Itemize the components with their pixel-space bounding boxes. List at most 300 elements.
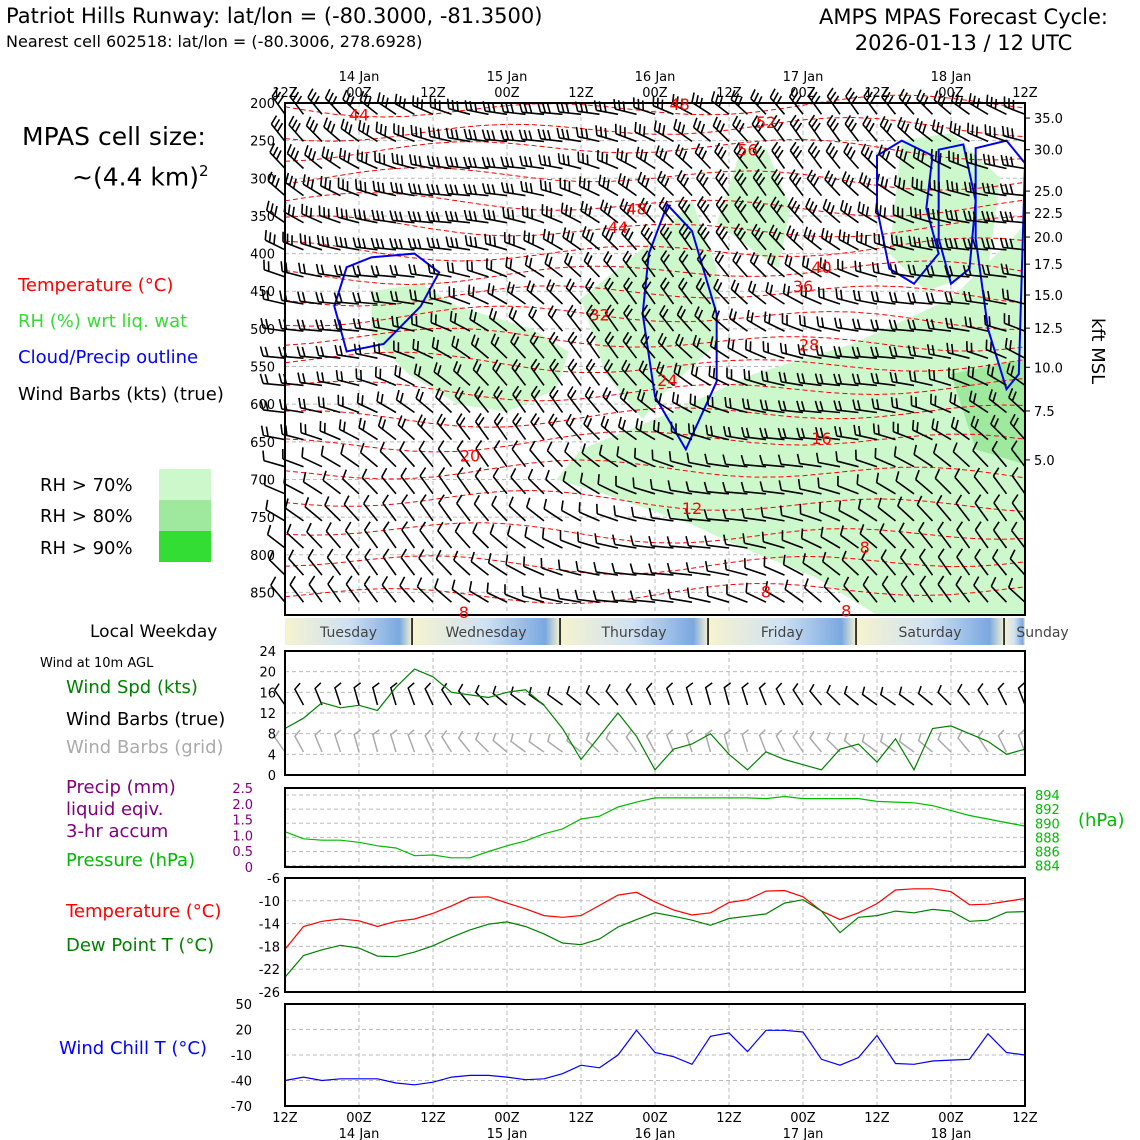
- wind-tick-label: 8: [267, 727, 276, 743]
- wind-barb: [436, 550, 451, 575]
- wind-barb: [805, 579, 822, 603]
- wind-barb: [715, 143, 729, 169]
- true-wind-barb: [810, 684, 822, 705]
- dewpoint-label: Dew Point T (°C): [66, 935, 215, 956]
- wind-barb: [452, 580, 470, 603]
- wind-barb: [287, 144, 303, 168]
- wind-barb: [616, 124, 637, 142]
- wind-barb: [766, 282, 784, 304]
- wind-barb: [321, 176, 341, 196]
- true-wind-barb: [425, 683, 433, 705]
- grid-wind-barb: [567, 733, 581, 752]
- wind-barb: [899, 89, 914, 114]
- true-wind-barb: [408, 683, 414, 705]
- pressure-tick-label: 300: [250, 172, 275, 188]
- wind-tick-label: 0: [267, 769, 276, 784]
- legend-cloud: Cloud/Precip outline: [18, 347, 199, 368]
- wind-barb: [402, 495, 415, 521]
- wind-barb: [449, 286, 470, 304]
- wind-barb: [747, 310, 766, 331]
- grid-wind-barb: [760, 730, 767, 752]
- true-wind-barb: [724, 683, 730, 705]
- bottom-time-tick-label: 00Z: [346, 1111, 372, 1126]
- wind-barb: [584, 252, 599, 277]
- wind-barb: [322, 446, 341, 467]
- bottom-time-tick-label: 12Z: [1012, 1111, 1038, 1126]
- pressure-unit-label: (hPa): [1078, 810, 1125, 831]
- bottom-time-tick-label: 00Z: [938, 1111, 964, 1126]
- temperature-tick-label: -18: [258, 940, 280, 956]
- wind-barb: [376, 122, 396, 142]
- wind-barb: [713, 117, 729, 141]
- true-wind-barb: [626, 684, 636, 706]
- windchill-tick-label: -40: [230, 1074, 252, 1090]
- wind-barb: [676, 144, 692, 168]
- precip-tick-label: 2.0: [232, 797, 253, 813]
- temperature-contour-label: 48: [669, 94, 690, 114]
- legend-rh: RH (%) wrt liq. wat: [18, 311, 188, 332]
- legend-barbs: Wind Barbs (kts) (true): [18, 384, 224, 405]
- windchill-tick-label: 50: [235, 998, 252, 1013]
- wind-barb: [638, 172, 655, 196]
- wind-barb: [289, 116, 304, 141]
- wind-barb: [730, 309, 748, 332]
- wind-barb: [401, 468, 414, 494]
- temperature-tick-label: -22: [258, 963, 280, 979]
- wind-tick-label: 24: [259, 645, 276, 660]
- wind-barb: [524, 231, 544, 250]
- wind-barb: [338, 395, 359, 413]
- grid-wind-barb: [275, 731, 285, 752]
- bottom-date-label: 15 Jan: [486, 1127, 528, 1140]
- bottom-time-tick-label: 12Z: [420, 1111, 446, 1126]
- wind-barb: [547, 442, 562, 467]
- precip-tick-label: 1.0: [232, 829, 253, 845]
- true-wind-barb: [647, 683, 655, 705]
- top-time-tick-label: 12Z: [864, 86, 890, 101]
- top-time-tick-label: 00Z: [938, 86, 964, 101]
- wind-barb: [382, 576, 396, 602]
- kft-tick-label: 22.5: [1034, 206, 1063, 222]
- wind-barb: [301, 423, 322, 440]
- wind-barb: [287, 524, 303, 548]
- true-wind-barb: [442, 683, 452, 705]
- top-date-label: 18 Jan: [930, 70, 972, 85]
- temperature-contour-label: 20: [459, 446, 481, 466]
- temperature-contour-label: 40: [811, 258, 832, 278]
- wind-barb: [372, 238, 397, 250]
- true-wind-barb: [827, 685, 840, 705]
- precip-label-1: Precip (mm): [66, 777, 176, 798]
- true-wind-barb: [335, 683, 341, 705]
- wind-barb: [692, 364, 711, 385]
- true-wind-barb: [275, 684, 285, 705]
- wind-barb: [376, 367, 396, 386]
- wind-barb: [841, 200, 859, 223]
- wind-barb: [617, 148, 637, 168]
- wind-barb: [785, 580, 803, 603]
- wind-barb: [543, 528, 563, 548]
- pressure-tick-label: 350: [250, 209, 275, 225]
- wind-barb: [457, 468, 470, 494]
- precip-label-3: 3-hr accum: [66, 821, 169, 842]
- wind-tick-label: 12: [259, 707, 276, 722]
- top-time-tick-label: 00Z: [494, 86, 520, 101]
- wind-barb: [268, 525, 285, 548]
- wind-barb: [365, 549, 378, 575]
- wind-barb: [709, 366, 729, 386]
- wind-barb: [715, 251, 729, 277]
- grid-wind-barb: [476, 732, 489, 752]
- bottom-date-label: 17 Jan: [782, 1127, 824, 1140]
- pressure-tick-label: 500: [250, 322, 275, 338]
- wind-barb: [511, 468, 526, 493]
- wind-barb: [343, 470, 359, 494]
- forecast-cycle-line1: AMPS MPAS Forecast Cycle:: [819, 5, 1108, 29]
- wind-barb: [861, 144, 877, 169]
- bottom-time-tick-label: 12Z: [568, 1111, 594, 1126]
- wind-barb: [845, 115, 858, 141]
- wind-barb: [365, 522, 378, 548]
- wind-barb: [568, 305, 581, 331]
- wind-barb: [839, 230, 858, 250]
- weekday-label: Saturday: [898, 625, 962, 641]
- wind-tick-label: 16: [259, 686, 276, 702]
- wind-barb: [464, 129, 488, 142]
- wind-barb: [526, 255, 545, 277]
- wind-barb: [346, 549, 359, 575]
- wind-barb: [506, 555, 525, 575]
- wind-barb: [787, 226, 803, 250]
- wind-barb: [327, 549, 340, 575]
- wind-barb: [547, 280, 563, 305]
- temperature-tick-label: -6: [267, 872, 280, 887]
- true-wind-barb: [606, 684, 618, 705]
- wind-barb: [383, 549, 396, 575]
- wind-barb: [872, 291, 896, 304]
- wind-barb: [428, 156, 452, 169]
- wind-barb: [542, 204, 562, 223]
- grid-wind-barb: [687, 730, 693, 752]
- top-time-tick-label: 12Z: [1012, 86, 1038, 101]
- wind-barb: [420, 468, 433, 494]
- wind-barb: [390, 211, 414, 223]
- wind-barb: [804, 227, 821, 250]
- cell-size-sup: 2: [199, 162, 209, 180]
- kft-axis-label: kft MSL: [1087, 318, 1108, 385]
- grid-wind-barb: [667, 730, 674, 752]
- wind-barb: [284, 202, 303, 223]
- temperature-contour-label: 8: [841, 601, 852, 621]
- kft-tick-label: 25.0: [1034, 185, 1063, 201]
- top-date-label: 16 Jan: [634, 70, 676, 85]
- grid-wind-barb: [391, 730, 397, 752]
- wind-barb: [317, 264, 341, 277]
- wind-speed-label: Wind Spd (kts): [66, 677, 198, 698]
- pressure-tick-label: 650: [250, 435, 275, 451]
- wind-barb: [427, 184, 452, 196]
- wind-barb: [637, 147, 656, 169]
- wind-barb: [419, 550, 433, 576]
- top-date-label: 14 Jan: [338, 70, 380, 85]
- pressure-tick-label: 550: [250, 360, 275, 376]
- top-date-label: 15 Jan: [486, 70, 528, 85]
- legend-temperature: Temperature (°C): [18, 275, 174, 296]
- wind-barb: [541, 180, 563, 196]
- weekday-label: Thursday: [601, 625, 667, 641]
- wind-barb: [788, 197, 803, 222]
- wind-barb: [304, 472, 323, 494]
- bottom-time-tick-label: 00Z: [790, 1111, 816, 1126]
- true-wind-barb: [586, 685, 599, 705]
- wind-barb: [455, 523, 470, 548]
- wind-barb: [580, 176, 600, 195]
- wind-barb: [529, 306, 544, 331]
- wind-barb: [307, 117, 323, 142]
- true-wind-barb: [706, 683, 713, 705]
- cell-size-line1: MPAS cell size:: [22, 122, 206, 151]
- true-wind-barb: [373, 683, 380, 705]
- weekday-label: Wednesday: [445, 625, 527, 641]
- wind-barb: [808, 142, 821, 168]
- wind-barb: [527, 281, 544, 305]
- wind-tick-label: 4: [267, 748, 276, 764]
- wind-barb: [807, 170, 821, 196]
- pressure-tick-label: 888: [1035, 831, 1060, 847]
- grid-wind-barb: [493, 733, 507, 752]
- wind-barb: [733, 252, 748, 277]
- wind-barb: [309, 576, 322, 602]
- weekday-label: Tuesday: [320, 625, 378, 641]
- true-wind-barb: [760, 683, 767, 705]
- true-wind-barb: [354, 683, 360, 705]
- temperature-tick-label: -26: [258, 986, 280, 1001]
- grid-wind-barb: [529, 734, 544, 752]
- wind-barb: [825, 171, 840, 196]
- grid-wind-barb: [810, 731, 822, 752]
- temperature-contour-label: 32: [589, 305, 610, 325]
- true-wind-barb: [919, 686, 933, 705]
- wind-barb: [568, 332, 581, 358]
- wind-barb: [398, 416, 414, 440]
- grid-wind-barb: [881, 734, 896, 752]
- chart-title: Patriot Hills Runway: lat/lon = (-80.3000, -81.3500): [6, 4, 543, 28]
- wind-barb: [612, 563, 636, 575]
- wind-barb: [785, 254, 803, 277]
- wind-barb: [508, 282, 526, 304]
- grid-wind-barb: [958, 731, 970, 752]
- wind-barb: [528, 469, 544, 494]
- wind-barb: [562, 203, 582, 223]
- wind-barb: [562, 501, 581, 521]
- wind-barb: [790, 115, 803, 141]
- temperature-contour-label: 44: [348, 105, 370, 125]
- pressure-tick-label: 450: [250, 285, 275, 301]
- temperature-contour-label: 8: [458, 602, 469, 622]
- wind-barb: [298, 292, 322, 304]
- grid-wind-barb: [315, 730, 322, 752]
- wind-barb: [494, 441, 507, 467]
- pressure-tick-label: 600: [250, 398, 275, 414]
- wind-barb: [596, 125, 618, 141]
- precip-tick-label: 0: [244, 861, 253, 876]
- wind-barb: [494, 413, 507, 439]
- temperature-contour-label: 8: [760, 582, 772, 602]
- true-wind-barb: [548, 687, 563, 705]
- wind-barb: [473, 523, 489, 548]
- wind-barb: [1001, 155, 1025, 168]
- wind-barb: [359, 418, 378, 440]
- temperature-contour-label: 24: [657, 371, 678, 391]
- true-wind-barb: [295, 683, 304, 705]
- wind-barb: [505, 232, 526, 250]
- bottom-time-tick-label: 00Z: [494, 1111, 520, 1126]
- true-wind-barb: [900, 687, 915, 705]
- grid-wind-barb: [354, 730, 360, 752]
- bottom-time-tick-label: 00Z: [642, 1111, 668, 1126]
- wind-barb: [395, 94, 414, 115]
- temperature-contour-label: 16: [811, 429, 832, 449]
- wind-barb: [379, 417, 396, 440]
- wind-barb: [261, 346, 286, 358]
- windchill-tick-label: -10: [230, 1049, 252, 1064]
- wind-barb: [469, 285, 489, 304]
- true-wind-barb: [391, 683, 397, 705]
- wind-barb: [383, 522, 396, 548]
- wind-barb: [549, 414, 563, 440]
- temperature-contour-label: 28: [798, 335, 820, 355]
- bottom-time-tick-label: 12Z: [272, 1111, 298, 1126]
- windchill-tick-label: -70: [230, 1100, 252, 1115]
- wind-barb: [631, 536, 655, 548]
- true-wind-barb: [938, 685, 951, 705]
- wind-barb: [401, 549, 414, 575]
- temperature-contour-label: 52: [755, 112, 777, 132]
- wind-barb: [790, 142, 803, 168]
- wind-barb: [619, 173, 637, 195]
- wind-barbs-true-label: Wind Barbs (true): [66, 709, 226, 730]
- wind-barb: [523, 206, 544, 223]
- pressure-tick-label: 884: [1035, 859, 1060, 875]
- wind-barb: [320, 421, 340, 440]
- windchill-tick-label: 20: [235, 1023, 252, 1039]
- wind-10m-title: Wind at 10m AGL: [40, 656, 154, 671]
- pressure-tick-label: 200: [250, 97, 275, 112]
- rh-legend-70-label: RH > 70%: [40, 475, 133, 496]
- wind-barb: [483, 130, 508, 142]
- wind-barb: [358, 393, 378, 412]
- kft-tick-label: 12.5: [1034, 322, 1063, 338]
- wind-barb: [324, 118, 341, 142]
- bottom-date-label: 14 Jan: [338, 1127, 380, 1140]
- bottom-time-tick-label: 12Z: [716, 1111, 742, 1126]
- kft-tick-label: 17.5: [1034, 258, 1063, 274]
- wind-barb: [467, 260, 488, 277]
- true-wind-barb: [845, 686, 859, 705]
- chart-subtitle: Nearest cell 602518: lat/lon = (-80.3006, 278.6928): [6, 32, 423, 51]
- wind-barb: [508, 526, 526, 549]
- true-wind-barb: [667, 683, 674, 705]
- wind-barb: [286, 173, 304, 196]
- wind-barb: [603, 387, 618, 412]
- wind-tick-label: 20: [259, 665, 276, 681]
- true-wind-barb: [881, 687, 896, 705]
- wind-barb: [435, 579, 452, 603]
- wind-barb: [585, 387, 599, 413]
- wind-barb: [674, 119, 692, 141]
- wind-barb: [488, 283, 507, 304]
- wind-barb: [326, 89, 341, 114]
- wind-barb: [565, 253, 581, 277]
- wind-barb: [471, 552, 488, 575]
- wind-barb: [263, 451, 285, 467]
- temperature-contour-label: 12: [681, 499, 703, 519]
- wind-barb: [772, 142, 785, 168]
- wind-barb: [898, 117, 914, 141]
- top-time-tick-label: 12Z: [716, 86, 742, 101]
- temperature-contour-label: 56: [737, 140, 758, 160]
- pressure-tick-label: 890: [1035, 817, 1060, 833]
- wind-barb: [548, 306, 562, 332]
- wind-barb: [397, 390, 415, 412]
- wind-barb: [890, 292, 914, 304]
- top-date-label: 17 Jan: [782, 70, 824, 85]
- wind-barb: [727, 584, 748, 602]
- top-time-tick-label: 00Z: [346, 86, 372, 101]
- top-time-tick-label: 12Z: [568, 86, 594, 101]
- wind-barb: [380, 442, 396, 467]
- wind-barb: [340, 148, 359, 169]
- wind-barb: [402, 522, 415, 548]
- top-time-tick-label: 00Z: [642, 86, 668, 101]
- rh-legend-80-label: RH > 80%: [40, 506, 133, 527]
- kft-tick-label: 30.0: [1034, 143, 1063, 159]
- wind-barb: [409, 183, 433, 196]
- temperature-tick-label: -14: [258, 917, 280, 933]
- pressure-panel-frame: [285, 788, 1025, 867]
- local-weekday-label: Local Weekday: [90, 622, 218, 642]
- wind-barb: [307, 523, 322, 548]
- wind-barb: [438, 441, 451, 467]
- wind-barb: [858, 202, 877, 223]
- true-wind-barb: [687, 683, 693, 705]
- pressure-tick-label: 250: [250, 134, 275, 150]
- wind-barb: [487, 258, 507, 277]
- grid-wind-barb: [742, 730, 748, 752]
- kft-tick-label: 5.0: [1034, 453, 1055, 469]
- grid-wind-barb: [827, 732, 840, 752]
- wind-barb: [382, 468, 396, 494]
- kft-tick-label: 35.0: [1034, 112, 1063, 128]
- kft-tick-label: 7.5: [1034, 404, 1055, 420]
- true-wind-barb: [776, 683, 784, 705]
- true-wind-barb: [529, 687, 544, 705]
- temperature-tick-label: -10: [258, 894, 280, 910]
- grid-wind-barb: [548, 734, 563, 752]
- wind-barb: [400, 577, 415, 602]
- wind-barb: [563, 228, 581, 250]
- pressure-tick-label: 894: [1035, 789, 1060, 805]
- wind-barb: [545, 254, 562, 277]
- wind-barb: [400, 441, 415, 466]
- wind-barb: [877, 174, 895, 196]
- true-wind-barb: [476, 685, 489, 705]
- wind-barb: [658, 171, 674, 196]
- wind-barb: [822, 228, 840, 250]
- true-wind-barb: [511, 687, 526, 705]
- wind-barb: [525, 527, 544, 548]
- wind-barb: [844, 143, 859, 168]
